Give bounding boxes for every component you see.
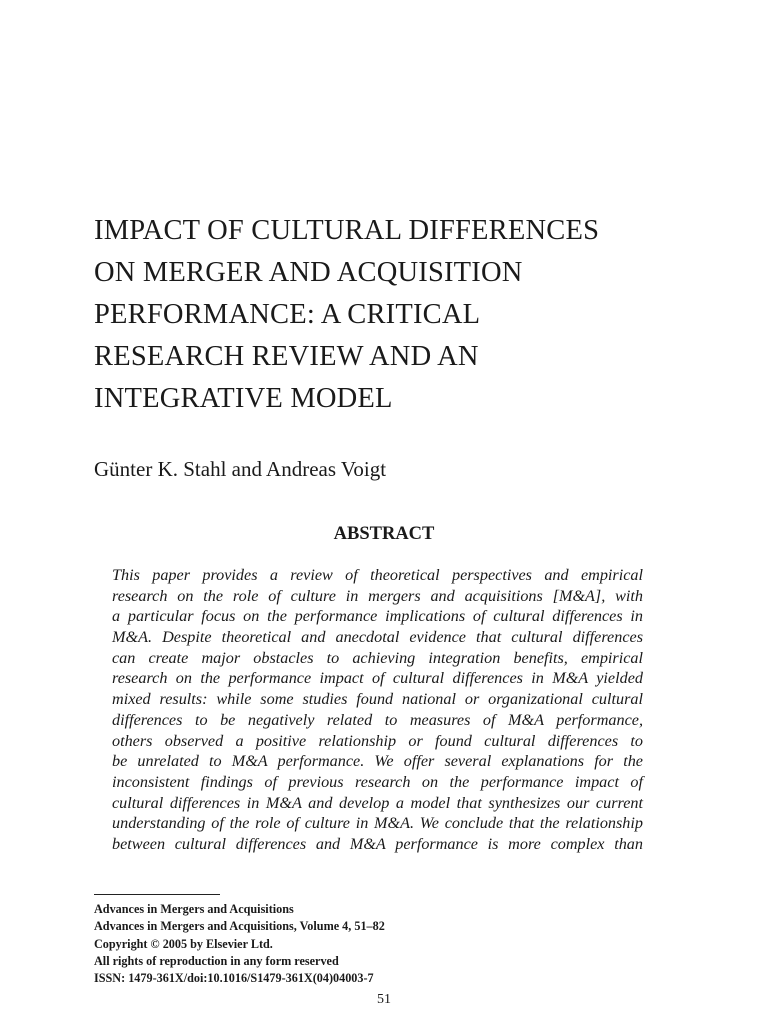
abstract-line: others observed a positive relationship or found cultural differences to <box>112 731 643 750</box>
abstract-line: differences to be negatively related to measures of M&A performance, <box>112 710 643 729</box>
title-line: INTEGRATIVE MODEL <box>94 383 393 414</box>
abstract-line: cultural differences in M&A and develop a model that synthesizes our current <box>112 793 643 812</box>
footnote-line: All rights of reproduction in any form reserved <box>94 953 339 968</box>
author-names: Günter K. Stahl and Andreas Voigt <box>94 457 387 481</box>
abstract-heading: ABSTRACT <box>333 524 435 544</box>
abstract-line: be unrelated to M&A performance. We offer several explanations for the <box>112 752 643 771</box>
footnote-line: Advances in Mergers and Acquisitions, Volume 4, 51–82 <box>94 919 385 934</box>
abstract-line: understanding of the role of culture in M&A. We conclude that the relationship <box>112 814 643 833</box>
title-line: RESEARCH REVIEW AND AN <box>94 341 479 372</box>
abstract-line: inconsistent findings of previous research on the performance impact of <box>112 772 643 791</box>
title-line: IMPACT OF CULTURAL DIFFERENCES <box>94 215 600 246</box>
abstract-line: M&A. Despite theoretical and anecdotal evidence that cultural differences <box>112 628 643 647</box>
abstract-line: research on the performance impact of cultural differences in M&A yielded <box>112 669 643 688</box>
title-line: ON MERGER AND ACQUISITION <box>94 257 523 288</box>
page-number: 51 <box>377 992 391 1007</box>
footnote-divider <box>94 894 220 895</box>
abstract-line: a particular focus on the performance implications of cultural differences in <box>112 607 643 626</box>
abstract-line: mixed results: while some studies found national or organizational cultural <box>112 690 643 709</box>
abstract-line: between cultural differences and M&A performance is more complex than <box>112 834 643 853</box>
abstract-body <box>112 565 643 855</box>
abstract-line: This paper provides a review of theoretical perspectives and empirical <box>112 566 643 584</box>
title-line: PERFORMANCE: A CRITICAL <box>94 299 481 330</box>
abstract-line: research on the role of culture in mergers and acquisitions [M&A], with <box>112 586 643 605</box>
abstract-line: can create major obstacles to achieving integration benefits, empirical <box>112 648 643 667</box>
footnote-line: Copyright © 2005 by Elsevier Ltd. <box>94 936 273 951</box>
paper-title <box>94 210 694 420</box>
footnote-line: Advances in Mergers and Acquisitions <box>94 902 294 916</box>
footnote-line: ISSN: 1479-361X/doi:10.1016/S1479-361X(04)04003-7 <box>94 971 374 986</box>
publication-footnote <box>94 901 385 987</box>
